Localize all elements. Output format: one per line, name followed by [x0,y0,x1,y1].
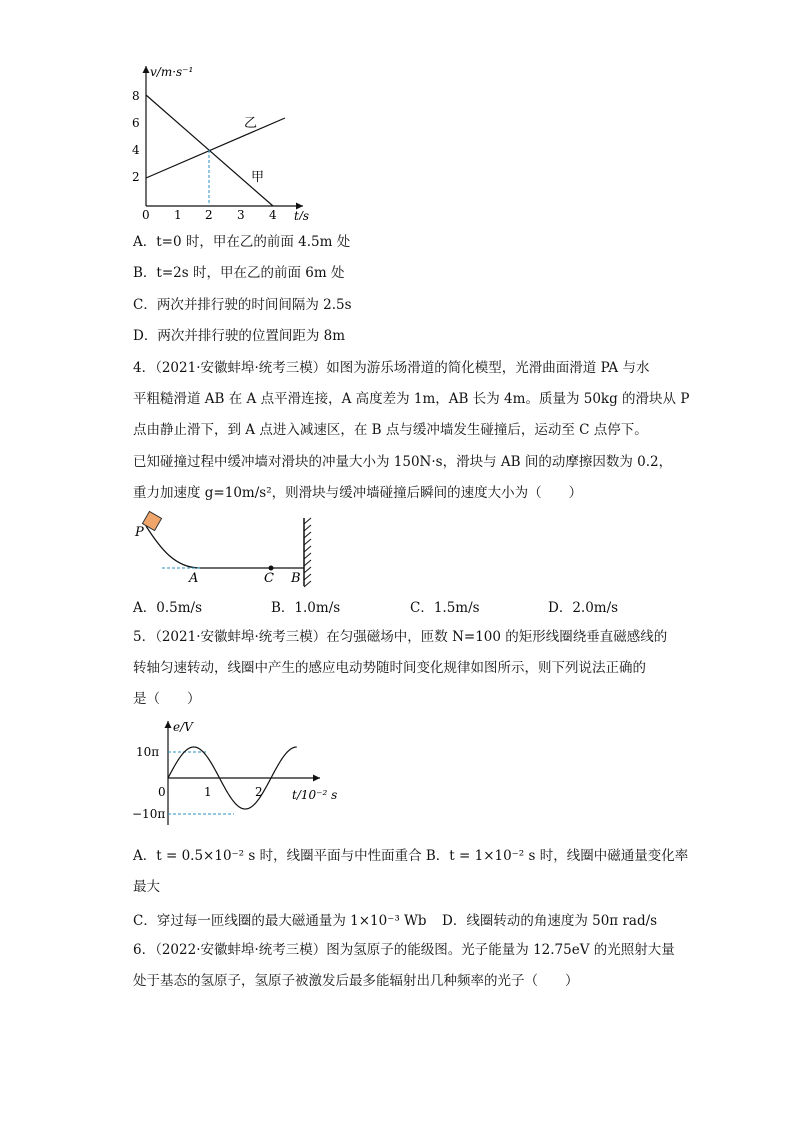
label-t2: 2 [255,785,263,799]
q4-stem-line5: 重力加速度 g=10m/s²，则滑块与缓冲墙碰撞后瞬间的速度大小为（ ） [133,485,583,501]
q4-stem-line2: 平粗糙滑道 AB 在 A 点平滑连接，A 高度差为 1m，AB 长为 4m。质量为 50kg 的滑块从 P [133,391,690,407]
q4-option-d: D．2.0m/s [548,600,619,616]
label-t1: 1 [204,785,212,799]
q4-option-a: A．0.5m/s [133,600,202,616]
velocity-time-graph [128,60,328,220]
wall-hatching [304,518,311,587]
x-tick-3: 3 [237,208,245,220]
q5-stem-line3: 是（ ） [133,691,201,707]
label-p: P [135,525,144,540]
label-c: C [264,571,274,586]
q5-option-b-cont: 最大 [133,879,160,895]
x-tick-2: 2 [205,208,213,220]
label-a: A [189,571,199,586]
q5-option-d: D．线圈转动的角速度为 50π rad/s [442,913,658,929]
q3-option-a: A．t=0 时，甲在乙的前面 4.5m 处 [133,234,351,250]
slider-block [142,511,161,530]
q5-stem-line2: 转轴匀速转动，线圈中产生的感应电动势随时间变化规律如图所示，则下列说法正确的 [133,660,646,676]
q3-option-d: D．两次并排行驶的位置间距为 8m [133,328,346,344]
label-neg-10pi: −10π [132,807,166,821]
q4-stem-line1: 4．（2021·安徽蚌埠·统考三模）如图为游乐场滑道的简化模型，光滑曲面滑道 PA 与水 [133,360,650,376]
emf-time-graph [130,715,350,827]
y-axis-label: v/m·s⁻¹ [150,65,194,79]
curved-slide [146,526,200,568]
q3-option-c: C．两次并排行驶的时间间隔为 2.5s [133,297,352,313]
point-c-dot [269,566,274,571]
q6-stem-line2: 处于基态的氢原子，氢原子被激发后最多能辐射出几种频率的光子（ ） [133,973,579,989]
y-tick-2: 2 [132,170,140,184]
q4-stem-line3: 点由静止滑下，到 A 点进入减速区，在 B 点与缓冲墙发生碰撞后，运动至 C 点停下。 [133,422,648,438]
y-tick-4: 4 [132,143,140,157]
q4-option-c: C．1.5m/s [410,600,480,616]
x-tick-0: 0 [142,208,150,220]
q6-stem-line1: 6．（2022·安徽蚌埠·统考三模）图为氢原子的能级图。光子能量为 12.75eV 的光照射大量 [133,942,675,958]
line-yi [146,118,285,178]
q4-stem-line4: 已知碰撞过程中缓冲墙对滑块的冲量大小为 150N·s，滑块与 AB 间的动摩擦因数为 0.2， [133,454,673,470]
label-yi: 乙 [244,116,258,131]
q4-option-b: B．1.0m/s [271,600,341,616]
label-10pi: 10π [136,745,160,759]
x-tick-4: 4 [269,208,277,220]
label-b: B [291,571,301,586]
y-tick-6: 6 [132,116,140,130]
q5-stem-line1: 5．（2021·安徽蚌埠·统考三模）在匀强磁场中，匝数 N=100 的矩形线圈绕垂直磁感线的 [133,629,668,645]
label-jia: 甲 [251,170,265,185]
q3-option-b: B．t=2s 时，甲在乙的前面 6m 处 [133,265,345,281]
t-axis-label: t/10⁻² s [292,788,338,802]
x-axis-label: t/s [294,209,310,220]
x-tick-1: 1 [174,208,182,220]
q5-option-c: C．穿过每一匝线圈的最大磁通量为 1×10⁻³ Wb [133,913,427,929]
q5-option-a-b: A．t = 0.5×10⁻² s 时，线圈平面与中性面重合 B．t = 1×10⁻² s 时，线圈中磁通量变化率 [133,848,689,864]
label-origin: 0 [158,785,166,799]
slide-figure [130,508,330,590]
e-axis-label: e/V [173,720,193,734]
y-tick-8: 8 [132,89,140,103]
